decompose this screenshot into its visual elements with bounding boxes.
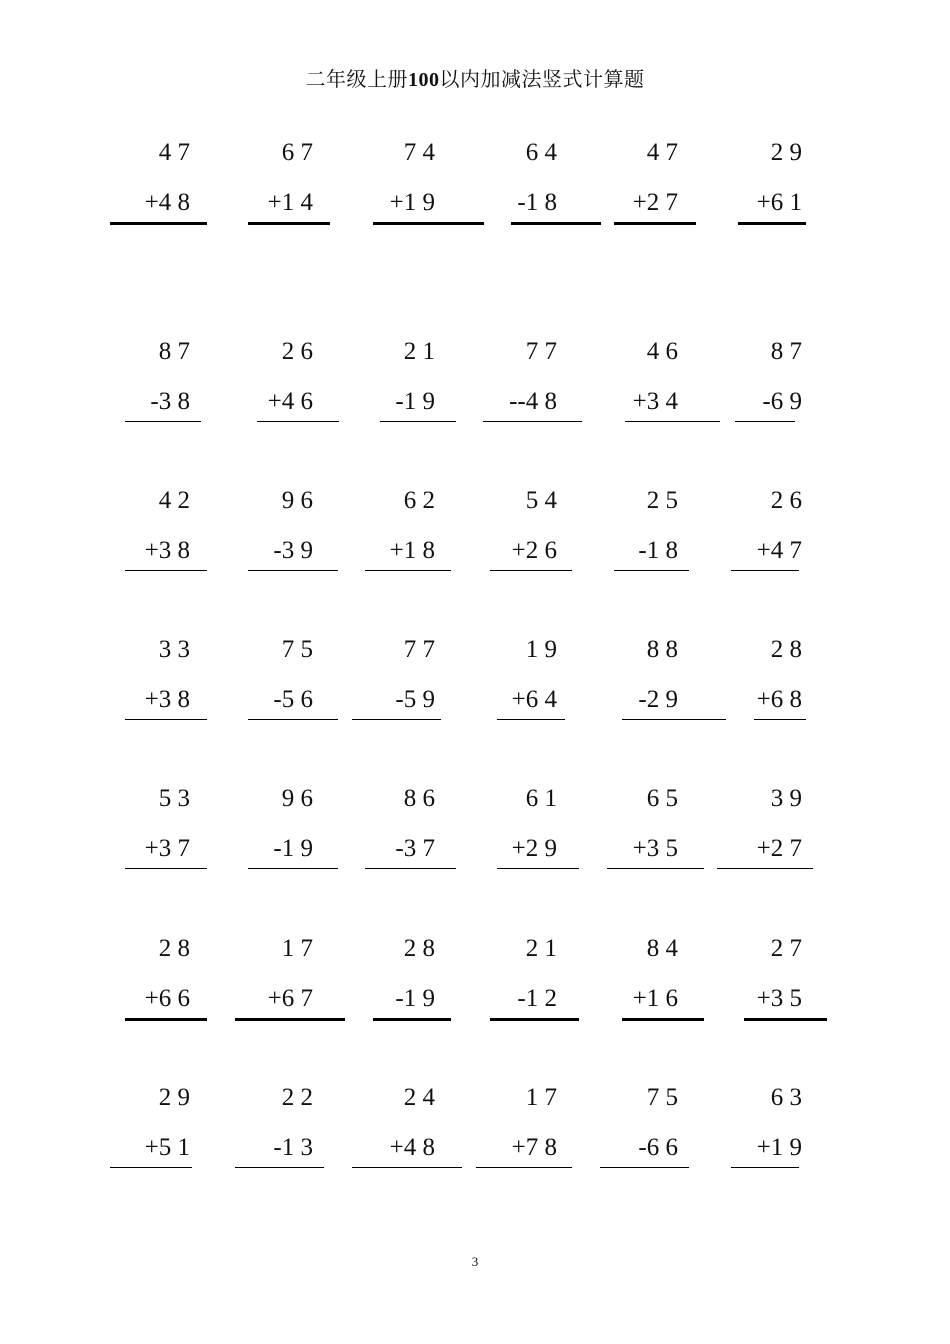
problem-bottom-operand: -1 9 (273, 835, 313, 862)
problem-top-number: 6 7 (281, 139, 313, 166)
page-title (0, 63, 950, 92)
problem-bottom-operand: +3 4 (632, 388, 678, 415)
problem-top-number: 4 7 (646, 139, 678, 166)
problem-bottom-operand: -1 8 (517, 189, 557, 216)
problem-top-number: 8 7 (770, 338, 802, 365)
problem-top-number: 7 5 (281, 636, 313, 663)
problem-bottom-operand: +3 8 (144, 686, 190, 713)
problem-top-number: 2 7 (770, 935, 802, 962)
problem-top-number: 2 5 (646, 487, 678, 514)
problem-bottom-operand: -5 9 (395, 686, 435, 713)
problem-bottom-operand: +6 8 (756, 686, 802, 713)
problem-bottom-operand: +2 7 (756, 835, 802, 862)
answer-line (731, 570, 799, 571)
problem-top-number: 8 4 (646, 935, 678, 962)
problem-top-number: 2 1 (403, 338, 435, 365)
problem-top-number: 9 6 (281, 487, 313, 514)
answer-line (735, 421, 795, 422)
problem-top-number: 2 9 (158, 1084, 190, 1111)
answer-line (731, 1167, 799, 1168)
problem-top-number: 5 3 (158, 785, 190, 812)
problem-bottom-operand: +3 5 (756, 985, 802, 1012)
problem-bottom-operand: +1 6 (632, 985, 678, 1012)
problem-bottom-operand: -3 7 (395, 835, 435, 862)
problem-top-number: 2 6 (281, 338, 313, 365)
problem-top-number: 3 9 (770, 785, 802, 812)
problem-top-number: 8 6 (403, 785, 435, 812)
answer-line (717, 868, 813, 869)
problem-bottom-operand: +4 6 (267, 388, 313, 415)
title-number: 100 (408, 69, 440, 91)
problem-bottom-operand: --4 8 (509, 388, 557, 415)
answer-line (738, 222, 806, 225)
problem-top-number: 2 2 (281, 1084, 313, 1111)
problem-bottom-operand: -5 6 (273, 686, 313, 713)
answer-line (352, 719, 441, 720)
answer-line (235, 1018, 345, 1021)
answer-line (476, 1167, 572, 1168)
problem-top-number: 7 7 (525, 338, 557, 365)
problem-bottom-operand: +1 9 (756, 1134, 802, 1161)
answer-line (607, 868, 704, 869)
problem-bottom-operand: +3 7 (144, 835, 190, 862)
answer-line (744, 1018, 827, 1021)
answer-line (235, 1167, 324, 1168)
problem-top-number: 8 8 (646, 636, 678, 663)
problem-top-number: 4 2 (158, 487, 190, 514)
problem-bottom-operand: +2 6 (511, 537, 557, 564)
answer-line (257, 421, 339, 422)
answer-line (754, 719, 806, 720)
problem-bottom-operand: +1 4 (267, 189, 313, 216)
problem-bottom-operand: -3 8 (150, 388, 190, 415)
problem-bottom-operand: -1 3 (273, 1134, 313, 1161)
problem-top-number: 2 8 (403, 935, 435, 962)
answer-line (125, 1018, 207, 1021)
problem-top-number: 8 7 (158, 338, 190, 365)
problem-top-number: 3 3 (158, 636, 190, 663)
problem-top-number: 4 7 (158, 139, 190, 166)
answer-line (622, 1018, 704, 1021)
problem-top-number: 9 6 (281, 785, 313, 812)
answer-line (352, 1167, 462, 1168)
answer-line (248, 222, 330, 225)
answer-line (625, 421, 720, 422)
answer-line (248, 719, 338, 720)
answer-line (614, 570, 689, 571)
problem-bottom-operand: +6 6 (144, 985, 190, 1012)
answer-line (614, 222, 696, 225)
page-number: 3 (471, 1254, 479, 1269)
problem-bottom-operand: +3 5 (632, 835, 678, 862)
answer-line (373, 222, 484, 225)
answer-line (497, 719, 565, 720)
problem-top-number: 6 2 (403, 487, 435, 514)
problem-bottom-operand: -3 9 (273, 537, 313, 564)
answer-line (622, 719, 726, 720)
problem-bottom-operand: +2 7 (632, 189, 678, 216)
answer-line (380, 421, 456, 422)
answer-line (490, 1018, 579, 1021)
problem-bottom-operand: +2 9 (511, 835, 557, 862)
answer-line (490, 570, 572, 571)
problem-bottom-operand: +1 8 (389, 537, 435, 564)
problem-bottom-operand: -1 9 (395, 985, 435, 1012)
problem-bottom-operand: +6 4 (511, 686, 557, 713)
problem-top-number: 6 4 (525, 139, 557, 166)
problem-top-number: 2 9 (770, 139, 802, 166)
answer-line (248, 868, 338, 869)
answer-line (373, 1018, 451, 1021)
problem-top-number: 2 1 (525, 935, 557, 962)
problem-top-number: 1 7 (281, 935, 313, 962)
answer-line (600, 1167, 689, 1168)
problem-top-number: 2 8 (770, 636, 802, 663)
answer-line (110, 1167, 192, 1168)
title-post: 以内加减法竖式计算题 (439, 69, 645, 91)
answer-line (125, 421, 201, 422)
problem-top-number: 6 5 (646, 785, 678, 812)
answer-line (365, 570, 451, 571)
problem-bottom-operand: +5 1 (144, 1134, 190, 1161)
problem-bottom-operand: +1 9 (389, 189, 435, 216)
problem-top-number: 6 3 (770, 1084, 802, 1111)
answer-line (497, 868, 579, 869)
problem-top-number: 7 7 (403, 636, 435, 663)
problem-bottom-operand: +3 8 (144, 537, 190, 564)
problem-bottom-operand: +4 8 (389, 1134, 435, 1161)
problem-top-number: 2 8 (158, 935, 190, 962)
answer-line (125, 868, 207, 869)
problem-top-number: 2 6 (770, 487, 802, 514)
answer-line (125, 719, 207, 720)
answer-line (483, 421, 582, 422)
problem-bottom-operand: +4 8 (144, 189, 190, 216)
answer-line (110, 222, 207, 225)
answer-line (248, 570, 338, 571)
answer-line (125, 570, 207, 571)
title-pre: 二年级上册 (305, 69, 408, 91)
answer-line (365, 868, 456, 869)
problem-top-number: 6 1 (525, 785, 557, 812)
answer-line (511, 222, 601, 225)
problem-top-number: 1 9 (525, 636, 557, 663)
problem-bottom-operand: +7 8 (511, 1134, 557, 1161)
problem-top-number: 7 5 (646, 1084, 678, 1111)
problem-bottom-operand: -2 9 (638, 686, 678, 713)
problem-bottom-operand: +6 7 (267, 985, 313, 1012)
problem-top-number: 4 6 (646, 338, 678, 365)
problem-top-number: 2 4 (403, 1084, 435, 1111)
problem-bottom-operand: -1 8 (638, 537, 678, 564)
problem-top-number: 5 4 (525, 487, 557, 514)
problem-bottom-operand: +4 7 (756, 537, 802, 564)
problem-top-number: 7 4 (403, 139, 435, 166)
problem-top-number: 1 7 (525, 1084, 557, 1111)
problem-bottom-operand: +6 1 (756, 189, 802, 216)
problem-bottom-operand: -6 9 (762, 388, 802, 415)
problem-bottom-operand: -6 6 (638, 1134, 678, 1161)
problem-bottom-operand: -1 2 (517, 985, 557, 1012)
problem-bottom-operand: -1 9 (395, 388, 435, 415)
